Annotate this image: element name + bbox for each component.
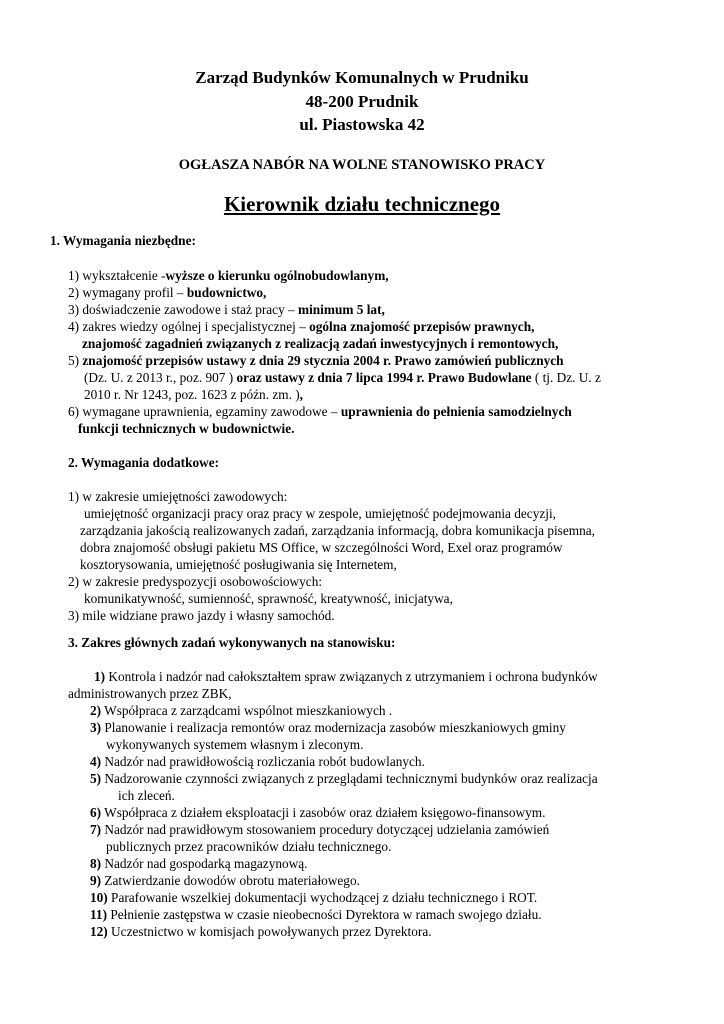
task-item: 6) Współpraca z działem eksploatacji i zasobów oraz działem księgowo-finansowym. xyxy=(90,805,546,820)
task-item: 1) Kontrola i nadzór nad całokształtem spraw związanych z utrzymaniem i ochrona budynków xyxy=(94,669,598,684)
section2-heading: 2. Wymagania dodatkowe: xyxy=(68,455,220,470)
section3-heading: 3. Zakres głównych zadań wykonywanych na stanowisku: xyxy=(68,635,396,650)
extra-line: umiejętność organizacji pracy oraz pracy w zespole, umiejętność podejmowania decyzji, xyxy=(84,506,556,521)
section1-heading: 1. Wymagania niezbędne: xyxy=(50,233,196,248)
extra-line: kosztorysowania, umiejętność posługiwania się Internetem, xyxy=(80,557,397,572)
org-name: Zarząd Budynków Komunalnych w Prudniku xyxy=(195,68,529,87)
task-item: 12) Uczestnictwo w komisjach powoływanych przez Dyrektora. xyxy=(90,924,432,939)
task-item: 8) Nadzór nad gospodarką magazynową. xyxy=(90,856,308,871)
task-item: 5) Nadzorowanie czynności związanych z przeglądami technicznymi budynków oraz realizacja xyxy=(90,771,598,786)
req-5: 5) znajomość przepisów ustawy z dnia 29 stycznia 2004 r. Prawo zamówień publicznych xyxy=(68,353,564,368)
task-item: 4) Nadzór nad prawidłowością rozliczania robót budowlanych. xyxy=(90,754,425,769)
extra-line: dobra znajomość obsługi pakietu MS Office, w szczególności Word, Exel oraz programów xyxy=(80,540,563,555)
task-item-cont: wykonywanych systemem własnym i zleconym. xyxy=(106,737,364,752)
task-item: 10) Parafowanie wszelkiej dokumentacji wychodzącej z działu technicznego i ROT. xyxy=(90,890,538,905)
org-postal: 48-200 Prudnik xyxy=(305,92,419,111)
task-item: 11) Pełnienie zastępstwa w czasie nieobecności Dyrektora w ramach swojego działu. xyxy=(90,907,542,922)
task-item-cont: administrowanych przez ZBK, xyxy=(68,686,232,701)
req-1: 1) wykształcenie -wyższe o kierunku ogólnobudowlanym, xyxy=(68,268,389,283)
org-street: ul. Piastowska 42 xyxy=(299,115,425,134)
task-item: 3) Planowanie i realizacja remontów oraz modernizacja zasobów mieszkaniowych gminy xyxy=(90,720,566,735)
extra-line: komunikatywność, sumienność, sprawność, kreatywność, inicjatywa, xyxy=(84,591,453,606)
extra-line: 1) w zakresie umiejętności zawodowych: xyxy=(68,489,288,504)
extra-line: 3) mile widziane prawo jazdy i własny samochód. xyxy=(68,608,335,623)
req-5-line2: (Dz. U. z 2013 r., poz. 907 ) oraz ustawy z dnia 7 lipca 1994 r. Prawo Budowlane ( tj. Dz. U. z xyxy=(84,370,601,385)
req-6: 6) wymagane uprawnienia, egzaminy zawodowe – uprawnienia do pełnienia samodzielnych xyxy=(68,404,572,419)
req-4: 4) zakres wiedzy ogólnej i specjalistycznej – ogólna znajomość przepisów prawnych, xyxy=(68,319,535,334)
req-6-cont: funkcji technicznych w budownictwie. xyxy=(78,421,295,436)
task-item: 2) Współpraca z zarządcami wspólnot mieszkaniowych . xyxy=(90,703,393,718)
task-item: 7) Nadzór nad prawidłowym stosowaniem procedury dotyczącej udzielania zamówień xyxy=(90,822,550,837)
req-5-line3: 2010 r. Nr 1243, poz. 1623 z późn. zm. ), xyxy=(84,387,303,402)
task-item: 9) Zatwierdzanie dowodów obrotu materiałowego. xyxy=(90,873,360,888)
req-3: 3) doświadczenie zawodowe i staż pracy – minimum 5 lat, xyxy=(68,302,385,317)
task-item-cont: ich zleceń. xyxy=(118,788,175,803)
extra-line: 2) w zakresie predyspozycji osobowościowych: xyxy=(68,574,323,589)
req-2: 2) wymagany profil – budownictwo, xyxy=(68,285,267,300)
req-4-cont: znajomość zagadnień związanych z realizacją zadań inwestycyjnych i remontowych, xyxy=(82,336,559,351)
announcement: OGŁASZA NABÓR NA WOLNE STANOWISKO PRACY xyxy=(178,157,546,173)
extra-line: zarządzania jakością realizowanych zadań, zarządzania informacją, dobra komunikacja pisemna, xyxy=(80,523,595,538)
position-title: Kierownik działu technicznego xyxy=(223,192,501,216)
task-item-cont: publicznych przez pracowników działu technicznego. xyxy=(106,839,392,854)
